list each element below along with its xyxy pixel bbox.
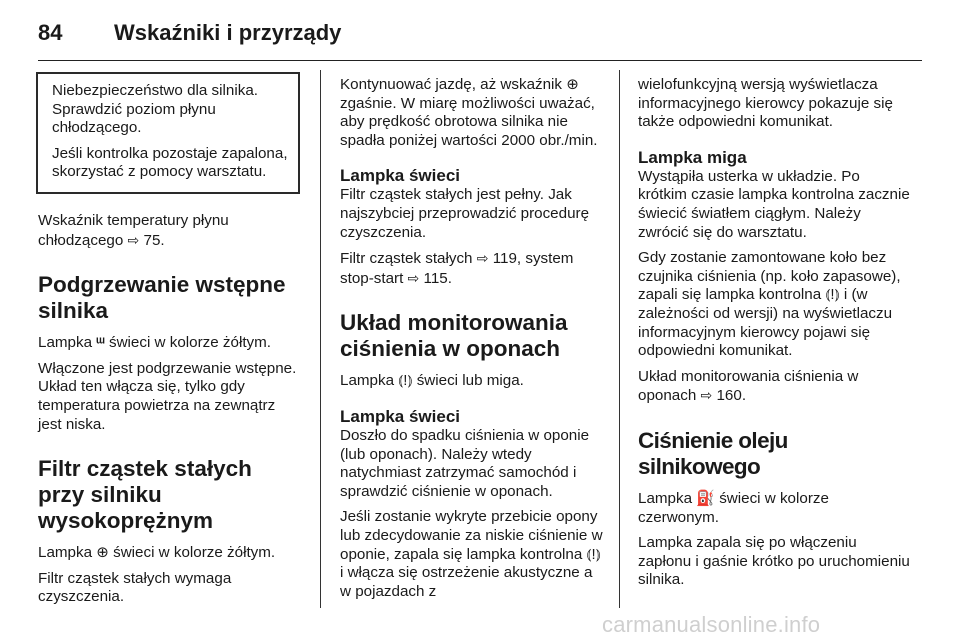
blink-text-2a: Gdy zostanie zamontowane koło bez czujnika ciśnienia (np. koło zapasowe), zapali się lampka kontrolna [638, 249, 901, 304]
dpf-description: Filtr cząstek stałych wymaga czyszczenia. [38, 569, 232, 606]
page-ref-arrow-icon: ⇨ [700, 387, 713, 404]
preheat-lamp-desc: świeci w kolorze żółtym. [108, 334, 272, 352]
tire-pressure-icon: ⦅!⦆ [825, 286, 840, 304]
particle-filter-icon: ⊕ [96, 544, 109, 562]
lamp-on-text-1: Filtr cząstek stałych jest pełny. Jak najszybciej przeprowadzić procedurę czyszczenia. [340, 186, 590, 241]
tpms-ref-link[interactable]: 160. [716, 387, 747, 405]
page-ref-arrow-icon: ⇨ [476, 250, 489, 267]
column-3 [638, 76, 912, 597]
tpms-lamp-desc: świeci lub miga. [416, 372, 524, 390]
oil-pressure-heading: Ciśnienie oleju silnikowego [638, 427, 788, 479]
warning-text-1: Niebezpieczeństwo dla silnika. Sprawdzić poziom płynu chłodzącego. [52, 82, 258, 137]
header-divider [38, 60, 922, 61]
tpms-on-text-2a: Jeśli zostanie wykryte przebicie opony lub zdecydowanie za niskie ciśnienie w oponie, zapala się lampka kontrolna [340, 508, 603, 563]
dpf-lamp-desc: świeci w kolorze żółtym. [113, 544, 276, 562]
dpf-heading: Filtr cząstek stałych przy silniku wysokoprężnym [38, 456, 252, 534]
page-header [38, 10, 922, 54]
tpms-heading: Układ monitorowania ciśnienia w oponach [340, 310, 568, 362]
oil-lamp-label: Lampka [638, 489, 693, 507]
temp-gauge-text: Wskaźnik temperatury płynu chłodzącego [38, 211, 229, 249]
particle-filter-icon: ⊕ [566, 76, 579, 93]
page-title: Wskaźniki i przyrządy [114, 20, 342, 45]
blink-text-1: Wystąpiła usterka w układzie. Po krótkim czasie lampka kontrolna zacznie świecić światłem ciągłym. Należy zwrócić się do warsztatu. [638, 167, 910, 241]
blink-text-3a: Układ monitorowania ciśnienia w oponach [638, 367, 859, 405]
page-ref-arrow-icon: ⇨ [407, 269, 420, 286]
dpf-ref-link[interactable]: 119, system stop-start [340, 250, 574, 287]
temp-ref-link[interactable]: 75. [143, 231, 165, 249]
lamp-on-text-2 [340, 249, 604, 288]
preheat-lamp-label: Lampka [38, 334, 93, 352]
oil-description: Lampka zapala się po włączeniu zapłonu i gaśnie krótko po uruchomieniu silnika. [638, 534, 910, 589]
col3-intro-text: wielofunkcyjną wersją wyświetlacza informacyjnego kierowcy pokazuje się także odpowiedni komunikat. [638, 76, 893, 131]
tire-pressure-icon: ⦅!⦆ [586, 545, 601, 563]
tpms-on-text-1: Doszło do spadku ciśnienia w oponie (lub oponach). Należy wtedy natychmiast zatrzymać samochód i sprawdzić ciśnienie w oponach. [340, 426, 590, 500]
tpms-lamp-label: Lampka [340, 372, 395, 390]
stopstart-ref-link[interactable]: 115. [423, 269, 452, 287]
dpf-lamp-text [38, 544, 300, 563]
preheat-heading: Podgrzewanie wstępne silnika [38, 272, 286, 324]
warning-text-2: Jeśli kontrolka pozostaje zapalona, skorzystać z pomocy warsztatu. [52, 144, 288, 181]
column-divider-1 [320, 70, 321, 608]
oil-can-icon: ⛽ [696, 489, 715, 507]
blink-heading: Lampka miga [638, 147, 747, 167]
column-2 [340, 76, 604, 608]
continue-text-b: zgaśnie. W miarę możliwości uważać, aby prędkość obrotowa silnika nie spadła poniżej wartości 2000 obr./min. [340, 94, 598, 149]
warning-box [36, 72, 300, 194]
blink-text-2b: i (w zależności od wersji) na wyświetlaczu informacyjnym kierowcy pojawi się odpowiedni komunikat. [638, 286, 893, 360]
lamp-on-text-2a: Filtr cząstek stałych [340, 250, 473, 268]
page-ref-arrow-icon: ⇨ [127, 231, 140, 248]
continue-driving-text [340, 76, 604, 150]
glow-plug-icon: ᵚ [96, 334, 105, 352]
continue-text-a: Kontynuować jazdę, aż wskaźnik [340, 76, 563, 93]
page-number: 84 [38, 20, 63, 45]
tpms-on-text-2b: i włącza się ostrzeżenie akustyczne a w pojazdach z [340, 564, 593, 600]
oil-lamp-desc: świeci w kolorze czerwonym. [638, 489, 829, 526]
oil-lamp-text [638, 490, 912, 527]
tpms-lamp-text [340, 372, 604, 391]
preheat-description: Włączone jest podgrzewanie wstępne. Układ ten włącza się, tylko gdy temperatura powietrza na zewnątrz jest niska. [38, 359, 297, 433]
watermark: carmanualsonline.info [602, 612, 821, 637]
tpms-on-text-2 [340, 508, 604, 601]
preheat-lamp-text [38, 334, 300, 353]
tpms-on-heading: Lampka świeci [340, 406, 461, 426]
column-1 [38, 72, 300, 614]
lamp-on-heading: Lampka świeci [340, 166, 461, 186]
blink-text-2 [638, 249, 912, 361]
column-divider-2 [619, 70, 620, 608]
blink-text-3 [638, 368, 912, 406]
dpf-lamp-label: Lampka [38, 544, 93, 562]
tire-pressure-icon: ⦅!⦆ [398, 372, 413, 390]
temp-gauge-ref [38, 212, 300, 250]
